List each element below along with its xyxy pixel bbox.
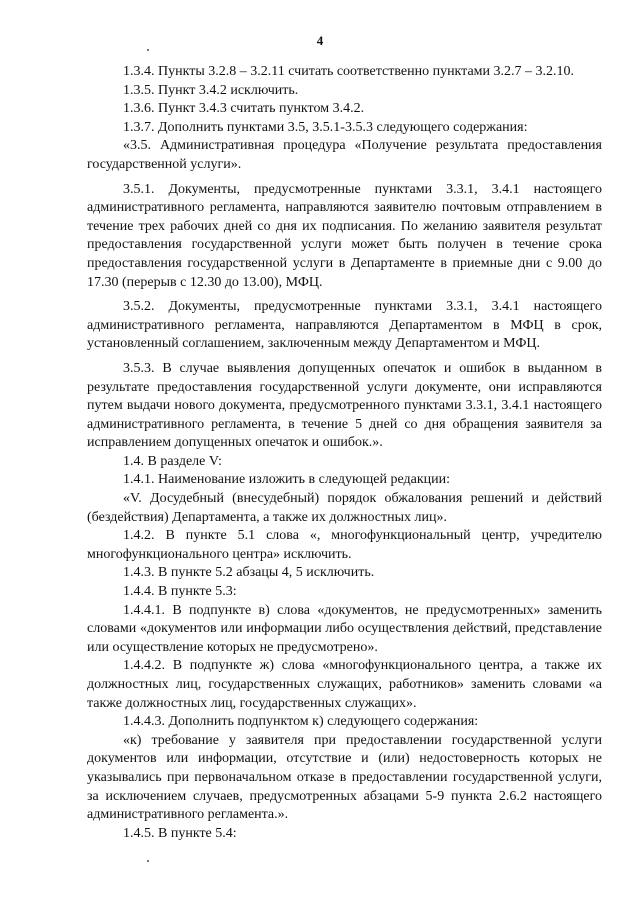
paragraph-section-v-title: «V. Досудебный (внесудебный) порядок обжалования решений и действий (бездействия) Департамента, а также их должностных лиц». bbox=[87, 491, 602, 525]
paragraph-1-3-4: 1.3.4. Пункты 3.2.8 – 3.2.11 считать соответственно пунктами 3.2.7 – 3.2.10. bbox=[123, 64, 575, 79]
paragraph-3-5-1: 3.5.1. Документы, предусмотренные пунктами 3.3.1, 3.4.1 настоящего административного регламента, направляются заявителю почтовым отправлением в течение трех рабочих дней со дня их подписания. По желанию заявителя результат предоставления государственной услуги может быть получен в течение срока предоставления государственной услуги в Департаменте в приемные дни с 9.00 до 17.30 (перерыв с 12.30 до 13.00), МФЦ. bbox=[87, 181, 602, 290]
paragraph-1-4-4-2: 1.4.4.2. В подпункте ж) слова «многофункционального центра, а также их должностных лиц, государственных служащих, работников» заменить словами «а также должностных лиц, государственных служащих». bbox=[87, 658, 602, 711]
paragraph-3-5: «3.5. Административная процедура «Получение результата предоставления государственной услуги». bbox=[87, 138, 602, 172]
page-number: 4 bbox=[316, 33, 324, 48]
paragraph-1-4-4: 1.4.4. В пункте 5.3: bbox=[123, 584, 237, 600]
paragraph-1-4-1: 1.4.1. Наименование изложить в следующей редакции: bbox=[123, 472, 450, 488]
scan-mark bbox=[147, 860, 149, 862]
document-body bbox=[87, 63, 602, 843]
paragraph-3-5-2: 3.5.2. Документы, предусмотренные пунктами 3.3.1, 3.4.1 настоящего административного регламента, направляются Департаментом в МФЦ в срок, установленный соглашением, заключенным между Департаментом и МФЦ. bbox=[87, 299, 602, 352]
paragraph-1-4-2: 1.4.2. В пункте 5.1 слова «, многофункциональный центр, учредителю многофункционального центра» исключить. bbox=[87, 528, 602, 562]
paragraph-1-4: 1.4. В разделе V: bbox=[123, 453, 222, 469]
paragraph-1-4-4-3: 1.4.4.3. Дополнить подпунктом к) следующего содержания: bbox=[123, 714, 479, 730]
paragraph-3-5-3: 3.5.3. В случае выявления допущенных опечаток и ошибок в выданном в результате предоставления государственной услуги документе, они исправляются путем выдачи нового документа, предусмотренного пунктами 3.3.1, 3.4.1 настоящего административного регламента, в течение 5 дней со дня обращения заявителя за исправлением допущенных опечаток и ошибок.». bbox=[87, 360, 602, 451]
paragraph-1-4-3: 1.4.3. В пункте 5.2 абзацы 4, 5 исключить. bbox=[123, 565, 375, 581]
paragraph-1-4-5: 1.4.5. В пункте 5.4: bbox=[123, 825, 237, 841]
scan-mark bbox=[147, 49, 149, 51]
paragraph-1-4-4-1: 1.4.4.1. В подпункте в) слова «документов, не предусмотренных» заменить словами «документов или информации либо осуществления действий, представление или осуществление которых не предусмотрено». bbox=[87, 602, 602, 655]
paragraph-1-3-6: 1.3.6. Пункт 3.4.3 считать пунктом 3.4.2. bbox=[123, 101, 365, 117]
paragraph-1-3-7: 1.3.7. Дополнить пунктами 3.5, 3.5.1-3.5.3 следующего содержания: bbox=[123, 119, 528, 135]
paragraph-subitem-k: «к) требование у заявителя при предоставлении государственной услуги документов или информации, отсутствие и (или) недостоверность которых не указывались при первоначальном отказе в предоставлении государственной услуги, за исключением случаев, предусмотренных абзацами 5-9 пункта 2.6.2 настоящего административного регламента.». bbox=[87, 732, 602, 823]
paragraph-1-3-5: 1.3.5. Пункт 3.4.2 исключить. bbox=[123, 82, 299, 98]
